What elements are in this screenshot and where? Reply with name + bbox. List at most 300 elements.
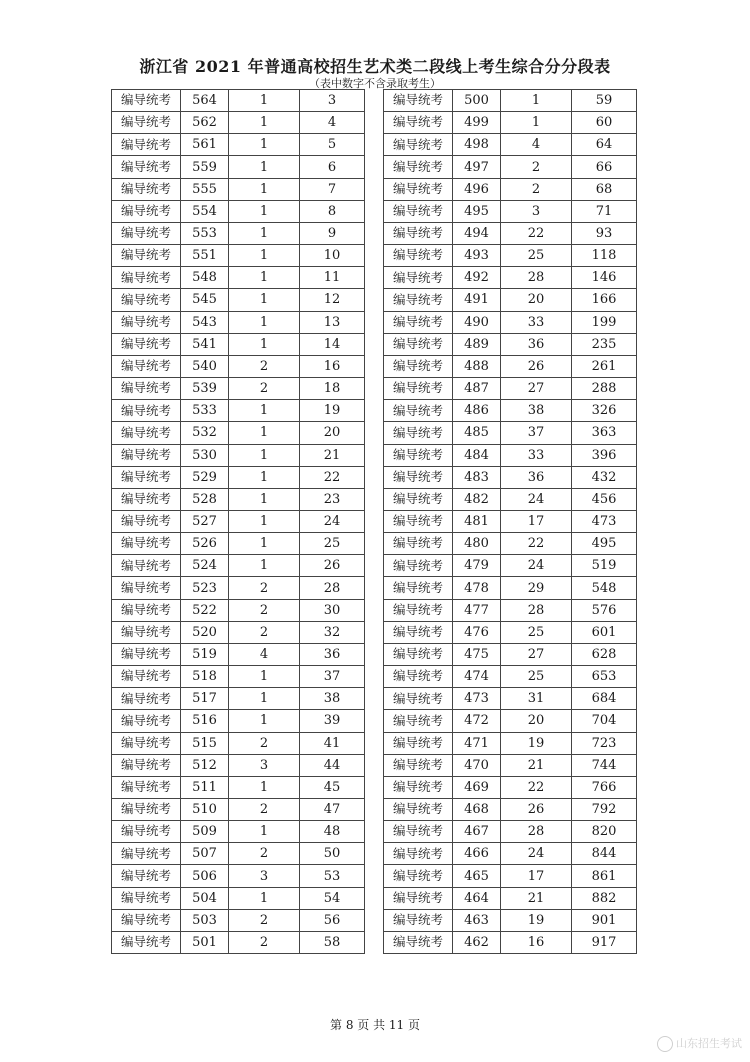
category-cell: 编导统考 — [112, 488, 181, 510]
table-row — [112, 843, 365, 865]
score-cell: 518 — [181, 666, 229, 688]
table-row — [384, 555, 637, 577]
category-cell: 编导统考 — [112, 444, 181, 466]
cumulative-cell: 59 — [572, 90, 637, 112]
category-cell: 编导统考 — [384, 887, 453, 909]
cumulative-cell: 766 — [572, 776, 637, 798]
count-cell: 31 — [501, 688, 572, 710]
cumulative-cell: 54 — [300, 887, 365, 909]
table-row — [384, 688, 637, 710]
cumulative-cell: 326 — [572, 400, 637, 422]
table-row — [112, 267, 365, 289]
table-row — [384, 488, 637, 510]
score-cell: 464 — [453, 887, 501, 909]
count-cell: 2 — [229, 799, 300, 821]
table-row — [384, 289, 637, 311]
count-cell: 1 — [229, 510, 300, 532]
category-cell: 编导统考 — [384, 178, 453, 200]
table-row — [112, 799, 365, 821]
cumulative-cell: 30 — [300, 599, 365, 621]
score-cell: 545 — [181, 289, 229, 311]
score-cell: 506 — [181, 865, 229, 887]
cumulative-cell: 723 — [572, 732, 637, 754]
count-cell: 26 — [501, 799, 572, 821]
cumulative-cell: 68 — [572, 178, 637, 200]
count-cell: 1 — [229, 533, 300, 555]
count-cell: 25 — [501, 666, 572, 688]
category-cell: 编导统考 — [112, 754, 181, 776]
table-row — [384, 178, 637, 200]
score-cell: 489 — [453, 333, 501, 355]
score-cell: 509 — [181, 821, 229, 843]
count-cell: 1 — [229, 400, 300, 422]
score-cell: 517 — [181, 688, 229, 710]
score-cell: 491 — [453, 289, 501, 311]
cumulative-cell: 36 — [300, 643, 365, 665]
count-cell: 3 — [229, 865, 300, 887]
count-cell: 2 — [229, 378, 300, 400]
category-cell: 编导统考 — [112, 378, 181, 400]
table-row — [384, 621, 637, 643]
count-cell: 22 — [501, 533, 572, 555]
category-cell: 编导统考 — [112, 533, 181, 555]
table-row — [384, 355, 637, 377]
table-row — [112, 666, 365, 688]
cumulative-cell: 4 — [300, 112, 365, 134]
count-cell: 1 — [229, 134, 300, 156]
count-cell: 2 — [229, 599, 300, 621]
table-row — [384, 710, 637, 732]
cumulative-cell: 21 — [300, 444, 365, 466]
score-cell: 553 — [181, 222, 229, 244]
category-cell: 编导统考 — [384, 400, 453, 422]
count-cell: 1 — [229, 555, 300, 577]
count-cell: 2 — [229, 909, 300, 931]
cumulative-cell: 601 — [572, 621, 637, 643]
category-cell: 编导统考 — [112, 799, 181, 821]
count-cell: 21 — [501, 887, 572, 909]
score-cell: 530 — [181, 444, 229, 466]
score-cell: 493 — [453, 245, 501, 267]
table-row — [384, 90, 637, 112]
table-row — [112, 931, 365, 953]
table-row — [384, 400, 637, 422]
score-cell: 539 — [181, 378, 229, 400]
watermark-logo-icon — [657, 1036, 673, 1052]
cumulative-cell: 456 — [572, 488, 637, 510]
count-cell: 1 — [229, 200, 300, 222]
score-cell: 484 — [453, 444, 501, 466]
score-cell: 528 — [181, 488, 229, 510]
table-row — [384, 222, 637, 244]
count-cell: 1 — [229, 887, 300, 909]
cumulative-cell: 18 — [300, 378, 365, 400]
category-cell: 编导统考 — [112, 577, 181, 599]
table-row — [384, 732, 637, 754]
count-cell: 1 — [501, 112, 572, 134]
category-cell: 编导统考 — [112, 555, 181, 577]
table-row — [384, 887, 637, 909]
count-cell: 1 — [229, 222, 300, 244]
count-cell: 2 — [229, 621, 300, 643]
count-cell: 27 — [501, 378, 572, 400]
score-cell: 507 — [181, 843, 229, 865]
category-cell: 编导统考 — [112, 422, 181, 444]
cumulative-cell: 11 — [300, 267, 365, 289]
score-cell: 479 — [453, 555, 501, 577]
table-row — [384, 666, 637, 688]
table-row — [384, 333, 637, 355]
score-cell: 494 — [453, 222, 501, 244]
cumulative-cell: 861 — [572, 865, 637, 887]
table-row — [112, 510, 365, 532]
category-cell: 编导统考 — [112, 732, 181, 754]
count-cell: 1 — [229, 776, 300, 798]
category-cell: 编导统考 — [384, 555, 453, 577]
table-row — [384, 931, 637, 953]
cumulative-cell: 917 — [572, 931, 637, 953]
count-cell: 1 — [229, 267, 300, 289]
count-cell: 16 — [501, 931, 572, 953]
category-cell: 编导统考 — [384, 909, 453, 931]
score-cell: 497 — [453, 156, 501, 178]
score-cell: 478 — [453, 577, 501, 599]
table-row — [112, 710, 365, 732]
count-cell: 25 — [501, 245, 572, 267]
count-cell: 1 — [229, 156, 300, 178]
count-cell: 1 — [229, 333, 300, 355]
score-cell: 548 — [181, 267, 229, 289]
category-cell: 编导统考 — [384, 533, 453, 555]
score-cell: 512 — [181, 754, 229, 776]
count-cell: 1 — [229, 422, 300, 444]
score-table-right — [383, 89, 637, 954]
count-cell: 22 — [501, 222, 572, 244]
count-cell: 2 — [229, 732, 300, 754]
cumulative-cell: 25 — [300, 533, 365, 555]
table-row — [384, 643, 637, 665]
category-cell: 编导统考 — [112, 821, 181, 843]
count-cell: 1 — [229, 710, 300, 732]
category-cell: 编导统考 — [112, 710, 181, 732]
score-cell: 476 — [453, 621, 501, 643]
count-cell: 28 — [501, 267, 572, 289]
score-cell: 522 — [181, 599, 229, 621]
count-cell: 1 — [229, 311, 300, 333]
category-cell: 编导统考 — [384, 422, 453, 444]
cumulative-cell: 744 — [572, 754, 637, 776]
category-cell: 编导统考 — [384, 355, 453, 377]
count-cell: 29 — [501, 577, 572, 599]
table-row — [112, 112, 365, 134]
score-cell: 471 — [453, 732, 501, 754]
count-cell: 28 — [501, 599, 572, 621]
category-cell: 编导统考 — [384, 821, 453, 843]
score-cell: 551 — [181, 245, 229, 267]
table-row — [384, 510, 637, 532]
count-cell: 2 — [501, 178, 572, 200]
table-row — [112, 754, 365, 776]
cumulative-cell: 684 — [572, 688, 637, 710]
score-cell: 463 — [453, 909, 501, 931]
score-cell: 555 — [181, 178, 229, 200]
table-row — [112, 245, 365, 267]
category-cell: 编导统考 — [112, 621, 181, 643]
count-cell: 4 — [229, 643, 300, 665]
table-row — [112, 200, 365, 222]
cumulative-cell: 820 — [572, 821, 637, 843]
cumulative-cell: 14 — [300, 333, 365, 355]
score-cell: 477 — [453, 599, 501, 621]
category-cell: 编导统考 — [384, 222, 453, 244]
watermark-text: 山东招生考试 — [676, 1037, 742, 1050]
cumulative-cell: 519 — [572, 555, 637, 577]
table-row — [384, 112, 637, 134]
cumulative-cell: 37 — [300, 666, 365, 688]
table-row — [384, 466, 637, 488]
table-row — [112, 422, 365, 444]
score-cell: 562 — [181, 112, 229, 134]
page-subtitle: （表中数字不含录取考生） — [309, 77, 441, 90]
table-row — [112, 887, 365, 909]
score-cell: 486 — [453, 400, 501, 422]
cumulative-cell: 8 — [300, 200, 365, 222]
count-cell: 19 — [501, 909, 572, 931]
category-cell: 编导统考 — [384, 688, 453, 710]
count-cell: 19 — [501, 732, 572, 754]
table-row — [112, 533, 365, 555]
cumulative-cell: 146 — [572, 267, 637, 289]
table-row — [384, 533, 637, 555]
watermark — [657, 1035, 742, 1052]
score-cell: 503 — [181, 909, 229, 931]
category-cell: 编导统考 — [112, 466, 181, 488]
table-row — [112, 355, 365, 377]
score-cell: 465 — [453, 865, 501, 887]
cumulative-cell: 44 — [300, 754, 365, 776]
score-cell: 462 — [453, 931, 501, 953]
category-cell: 编导统考 — [384, 267, 453, 289]
category-cell: 编导统考 — [384, 156, 453, 178]
category-cell: 编导统考 — [384, 666, 453, 688]
category-cell: 编导统考 — [384, 931, 453, 953]
category-cell: 编导统考 — [112, 776, 181, 798]
cumulative-cell: 235 — [572, 333, 637, 355]
category-cell: 编导统考 — [112, 909, 181, 931]
table-row — [112, 643, 365, 665]
score-cell: 520 — [181, 621, 229, 643]
table-row — [112, 909, 365, 931]
category-cell: 编导统考 — [112, 267, 181, 289]
table-row — [112, 134, 365, 156]
cumulative-cell: 432 — [572, 466, 637, 488]
score-cell: 541 — [181, 333, 229, 355]
category-cell: 编导统考 — [384, 311, 453, 333]
count-cell: 20 — [501, 289, 572, 311]
score-cell: 472 — [453, 710, 501, 732]
table-row — [112, 776, 365, 798]
page-number: 第 8 页 共 11 页 — [330, 1018, 420, 1032]
score-cell: 532 — [181, 422, 229, 444]
table-row — [384, 444, 637, 466]
table-row — [112, 378, 365, 400]
score-cell: 469 — [453, 776, 501, 798]
category-cell: 编导统考 — [112, 887, 181, 909]
category-cell: 编导统考 — [112, 931, 181, 953]
table-row — [112, 444, 365, 466]
count-cell: 3 — [501, 200, 572, 222]
table-row — [112, 90, 365, 112]
table-row — [384, 599, 637, 621]
cumulative-cell: 50 — [300, 843, 365, 865]
cumulative-cell: 39 — [300, 710, 365, 732]
score-cell: 501 — [181, 931, 229, 953]
table-row — [384, 200, 637, 222]
table-row — [384, 821, 637, 843]
score-cell: 482 — [453, 488, 501, 510]
table-row — [384, 865, 637, 887]
score-cell: 483 — [453, 466, 501, 488]
table-row — [112, 599, 365, 621]
category-cell: 编导统考 — [112, 289, 181, 311]
category-cell: 编导统考 — [384, 577, 453, 599]
category-cell: 编导统考 — [112, 643, 181, 665]
table-row — [112, 466, 365, 488]
category-cell: 编导统考 — [384, 112, 453, 134]
count-cell: 24 — [501, 843, 572, 865]
table-row — [112, 821, 365, 843]
cumulative-cell: 166 — [572, 289, 637, 311]
score-cell: 485 — [453, 422, 501, 444]
score-cell: 492 — [453, 267, 501, 289]
score-cell: 470 — [453, 754, 501, 776]
category-cell: 编导统考 — [112, 865, 181, 887]
table-row — [384, 909, 637, 931]
category-cell: 编导统考 — [112, 222, 181, 244]
category-cell: 编导统考 — [112, 355, 181, 377]
score-cell: 490 — [453, 311, 501, 333]
category-cell: 编导统考 — [112, 245, 181, 267]
count-cell: 20 — [501, 710, 572, 732]
score-cell: 504 — [181, 887, 229, 909]
category-cell: 编导统考 — [112, 311, 181, 333]
score-cell: 516 — [181, 710, 229, 732]
cumulative-cell: 93 — [572, 222, 637, 244]
count-cell: 1 — [229, 666, 300, 688]
count-cell: 36 — [501, 333, 572, 355]
score-cell: 519 — [181, 643, 229, 665]
cumulative-cell: 19 — [300, 400, 365, 422]
cumulative-cell: 901 — [572, 909, 637, 931]
cumulative-cell: 118 — [572, 245, 637, 267]
count-cell: 2 — [229, 577, 300, 599]
score-cell: 529 — [181, 466, 229, 488]
score-cell: 511 — [181, 776, 229, 798]
score-cell: 495 — [453, 200, 501, 222]
cumulative-cell: 53 — [300, 865, 365, 887]
cumulative-cell: 45 — [300, 776, 365, 798]
cumulative-cell: 473 — [572, 510, 637, 532]
cumulative-cell: 20 — [300, 422, 365, 444]
category-cell: 编导统考 — [384, 134, 453, 156]
table-row — [384, 843, 637, 865]
cumulative-cell: 66 — [572, 156, 637, 178]
category-cell: 编导统考 — [384, 599, 453, 621]
category-cell: 编导统考 — [384, 710, 453, 732]
cumulative-cell: 58 — [300, 931, 365, 953]
score-cell: 526 — [181, 533, 229, 555]
category-cell: 编导统考 — [112, 400, 181, 422]
table-row — [112, 333, 365, 355]
table-row — [112, 732, 365, 754]
category-cell: 编导统考 — [384, 865, 453, 887]
cumulative-cell: 47 — [300, 799, 365, 821]
count-cell: 2 — [229, 931, 300, 953]
category-cell: 编导统考 — [384, 776, 453, 798]
table-row — [384, 799, 637, 821]
cumulative-cell: 548 — [572, 577, 637, 599]
score-cell: 500 — [453, 90, 501, 112]
cumulative-cell: 28 — [300, 577, 365, 599]
cumulative-cell: 48 — [300, 821, 365, 843]
cumulative-cell: 22 — [300, 466, 365, 488]
cumulative-cell: 60 — [572, 112, 637, 134]
cumulative-cell: 41 — [300, 732, 365, 754]
cumulative-cell: 16 — [300, 355, 365, 377]
table-row — [384, 422, 637, 444]
score-cell: 510 — [181, 799, 229, 821]
score-cell: 488 — [453, 355, 501, 377]
count-cell: 1 — [229, 178, 300, 200]
score-cell: 467 — [453, 821, 501, 843]
count-cell: 27 — [501, 643, 572, 665]
cumulative-cell: 653 — [572, 666, 637, 688]
category-cell: 编导统考 — [384, 621, 453, 643]
category-cell: 编导统考 — [112, 112, 181, 134]
category-cell: 编导统考 — [384, 754, 453, 776]
category-cell: 编导统考 — [112, 333, 181, 355]
cumulative-cell: 26 — [300, 555, 365, 577]
cumulative-cell: 792 — [572, 799, 637, 821]
score-cell: 496 — [453, 178, 501, 200]
score-cell: 487 — [453, 378, 501, 400]
count-cell: 25 — [501, 621, 572, 643]
score-cell: 480 — [453, 533, 501, 555]
category-cell: 编导统考 — [112, 843, 181, 865]
score-cell: 475 — [453, 643, 501, 665]
score-cell: 564 — [181, 90, 229, 112]
count-cell: 2 — [501, 156, 572, 178]
count-cell: 1 — [229, 466, 300, 488]
cumulative-cell: 38 — [300, 688, 365, 710]
count-cell: 2 — [229, 355, 300, 377]
cumulative-cell: 13 — [300, 311, 365, 333]
cumulative-cell: 495 — [572, 533, 637, 555]
category-cell: 编导统考 — [384, 444, 453, 466]
category-cell: 编导统考 — [112, 134, 181, 156]
score-cell: 559 — [181, 156, 229, 178]
score-cell: 523 — [181, 577, 229, 599]
cumulative-cell: 882 — [572, 887, 637, 909]
count-cell: 22 — [501, 776, 572, 798]
category-cell: 编导统考 — [384, 245, 453, 267]
category-cell: 编导统考 — [112, 90, 181, 112]
table-row — [112, 156, 365, 178]
cumulative-cell: 71 — [572, 200, 637, 222]
count-cell: 17 — [501, 865, 572, 887]
category-cell: 编导统考 — [384, 200, 453, 222]
score-cell: 466 — [453, 843, 501, 865]
